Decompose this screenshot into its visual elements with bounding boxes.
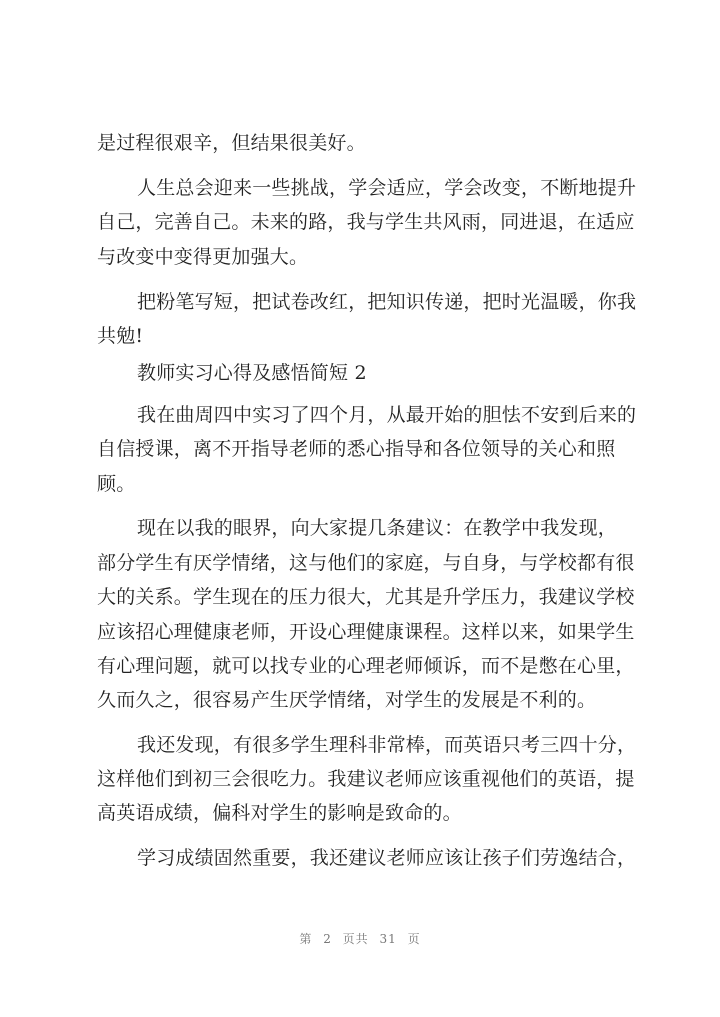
text-line: 把粉笔写短，把试卷改红，把知识传递，把时光温暖，你我 — [137, 291, 637, 313]
text-line: 高英语成绩，偏科对学生的影响是致命的。 — [97, 802, 462, 824]
text-line: 这样他们到初三会很吃力。我建议老师应该重视他们的英语，提 — [97, 768, 635, 790]
text-line: 现在以我的眼界，向大家提几条建议：在教学中我发现， — [137, 517, 618, 539]
text-line: 大的关系。学生现在的压力很大，尤其是升学压力，我建议学校 — [97, 586, 635, 608]
text-line: 部分学生有厌学情绪，这与他们的家庭，与自身，与学校都有很 — [97, 552, 635, 574]
text-line: 是过程很艰辛，但结果很美好。 — [97, 132, 366, 154]
text-line: 有心理问题，就可以找专业的心理老师倾诉，而不是憋在心里， — [97, 655, 635, 677]
text-line: 学习成绩固然重要，我还建议老师应该让孩子们劳逸结合， — [137, 847, 637, 869]
text-line: 自己，完善自己。未来的路，我与学生共风雨，同进退，在适应 — [97, 211, 635, 233]
text-line: 应该招心理健康老师，开设心理健康课程。这样以来，如果学生 — [97, 621, 635, 643]
footer-label-end: 页 — [407, 932, 421, 946]
section-heading: 教师实习心得及感悟简短 2 — [137, 362, 367, 384]
text-line: 共勉! — [97, 325, 144, 347]
text-line: 久而久之，很容易产生厌学情绪，对学生的发展是不利的。 — [97, 689, 597, 711]
text-line: 顾。 — [97, 473, 136, 495]
text-line: 我还发现，有很多学生理科非常棒，而英语只考三四十分， — [137, 734, 637, 756]
footer-total-pages: 31 — [379, 932, 397, 946]
page-footer — [0, 930, 720, 947]
text-line: 人生总会迎来一些挑战，学会适应，学会改变，不断地提升 — [137, 177, 637, 199]
text-line: 自信授课，离不开指导老师的悉心指导和各位领导的关心和照 — [97, 438, 616, 460]
footer-current-page: 2 — [323, 932, 332, 946]
text-line: 与改变中变得更加强大。 — [97, 246, 309, 268]
footer-label-of: 页共 — [342, 932, 369, 946]
footer-label-page: 第 — [299, 932, 313, 946]
text-line: 我在曲周四中实习了四个月，从最开始的胆怯不安到后来的 — [137, 404, 637, 426]
